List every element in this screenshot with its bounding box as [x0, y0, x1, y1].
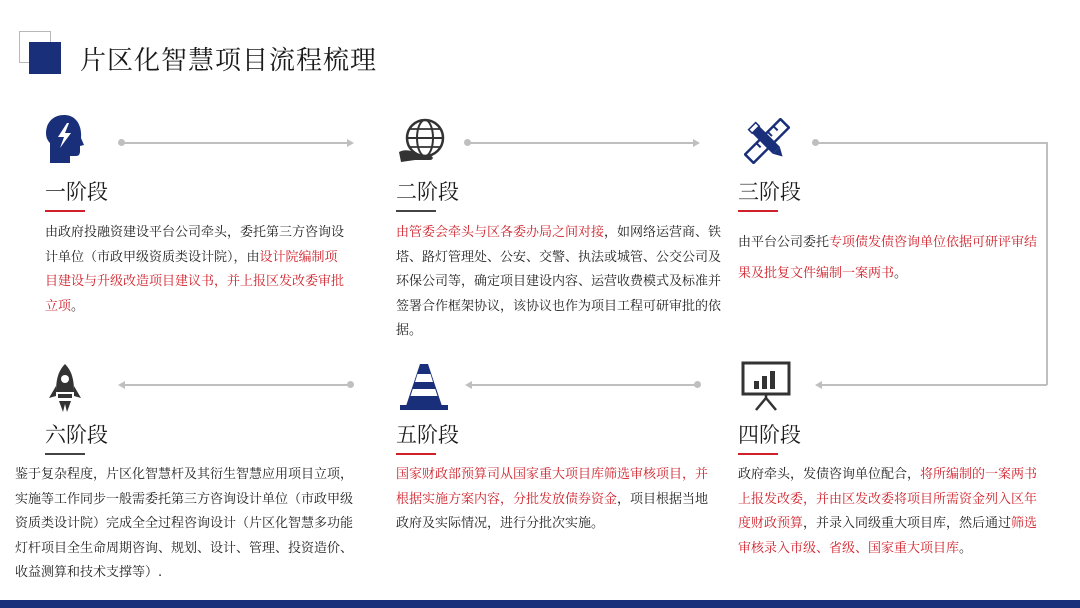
stage-3-label: 三阶段	[738, 180, 801, 204]
stage-1-label: 一阶段	[45, 180, 108, 204]
globe-hand-icon	[397, 116, 449, 164]
desc-text: ，项目根据当地政府及实际情况，进行分批次实施。	[396, 491, 709, 531]
connector-line-5-6	[125, 384, 349, 386]
desc-highlight: 由管委会牵头与区各委办局之间对接	[396, 225, 605, 240]
connector-line-vertical	[1046, 142, 1048, 385]
connector-line-2-3	[468, 142, 694, 144]
page-title: 片区化智慧项目流程梳理	[80, 46, 378, 76]
traffic-cone-icon	[398, 362, 450, 412]
connector-arrow	[693, 139, 700, 147]
stage-4-label: 四阶段	[738, 423, 801, 447]
presentation-chart-icon	[740, 360, 792, 412]
connector-arrow	[815, 381, 822, 389]
title-marker-solid	[29, 42, 61, 74]
desc-highlight: 国家财政部预算司从国家重大项目库筛选审核项目，并根据实施方案内容，分批发放债券资金	[396, 467, 709, 507]
desc-text: ，并录入同级重大项目库，然后通过	[803, 516, 1012, 531]
connector-line-1-2	[122, 142, 348, 144]
stage-5-description	[396, 463, 712, 537]
desc-highlight: 将所编制的一案两书上报发改委，并由区发改委将项目所需资金列入区年度财政预算	[738, 467, 1038, 531]
desc-highlight: 筛选审核录入市级、省级、国家重大项目库	[738, 516, 1038, 556]
stage-1-description	[45, 221, 347, 319]
head-lightning-icon	[43, 113, 87, 165]
connector-line-right-4	[822, 384, 1047, 386]
connector-arrow	[118, 381, 125, 389]
stage-1-underline	[45, 210, 85, 212]
stage-3-description	[738, 227, 1042, 289]
desc-text: 。	[71, 298, 85, 314]
footer-bar	[0, 600, 1080, 608]
pencil-ruler-icon	[744, 118, 790, 164]
stage-2-label: 二阶段	[396, 180, 459, 204]
stage-5-underline	[396, 453, 436, 455]
stage-4-underline	[738, 453, 778, 455]
desc-text: 。	[959, 540, 973, 556]
desc-text: 政府牵头，发债咨询单位配合，	[738, 467, 921, 482]
stage-6-underline	[45, 453, 85, 455]
stage-2-description	[396, 221, 722, 344]
stage-6-label: 六阶段	[45, 423, 108, 447]
connector-arrow	[347, 139, 354, 147]
stage-2-underline	[396, 210, 436, 212]
desc-text: 由政府投融资建设平台公司牵头，委托第三方咨询设计单位（市政甲级资质类设计院），由	[45, 225, 345, 265]
stage-6-description	[15, 463, 365, 586]
connector-line-3-right	[816, 142, 1047, 144]
connector-line-4-5	[472, 384, 696, 386]
desc-highlight: 专项债发债咨询单位依据可研评审结果及批复文件编制一案两书	[738, 235, 1038, 281]
desc-text: ，如网络运营商、铁塔、路灯管理处、公安、交警、执法或城管、公交公司及环保公司等，确定项目建设内容、运营收费模式及标准并签署合作框架协议，该协议也作为项目工程可研审批的依据。	[396, 225, 722, 338]
desc-text: 由平台公司委托	[738, 235, 830, 250]
connector-arrow	[465, 381, 472, 389]
desc-highlight: 设计院编制项目建设与升级改造项目建议书，并上报区发改委审批立项	[45, 249, 345, 314]
stage-3-underline	[738, 210, 778, 212]
stage-4-description	[738, 463, 1042, 561]
stage-5-label: 五阶段	[396, 423, 459, 447]
desc-text: 。	[894, 266, 908, 281]
desc-text: 鉴于复杂程度，片区化智慧杆及其衍生智慧应用项目立项，实施等工作同步一般需委托第三方咨询设计单位（市政甲级资质类设计院）完成全全过程咨询设计（片区化智慧多功能灯杆项目全生命周期咨询、规划、设计、管理、投资造价、收益测算和技术支撑等）.	[15, 467, 354, 580]
rocket-icon	[47, 362, 83, 414]
